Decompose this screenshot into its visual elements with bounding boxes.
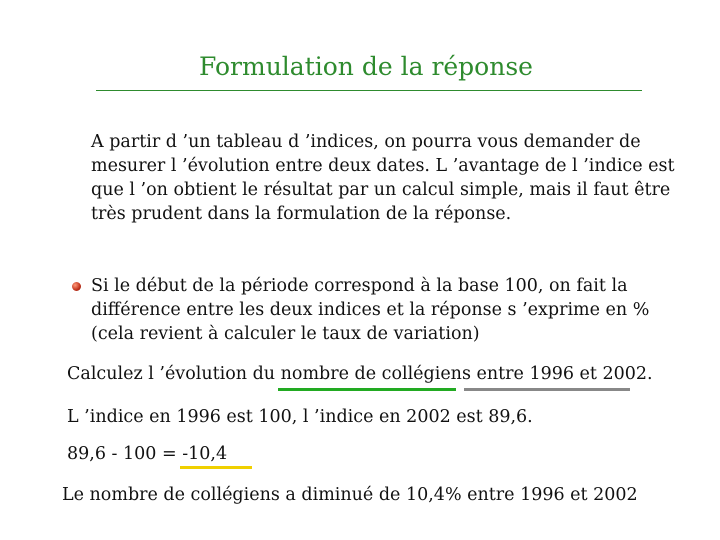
slide-title: Formulation de la réponse xyxy=(199,52,533,81)
highlight-underline-yellow xyxy=(180,466,252,469)
calculation-line: 89,6 - 100 = -10,4 xyxy=(67,444,228,464)
intro-paragraph xyxy=(91,130,675,226)
indices-line: L ’indice en 1996 est 100, l ’indice en 2002 est 89,6. xyxy=(67,407,533,427)
question-line: Calculez l ’évolution du nombre de collégiens entre 1996 et 2002. xyxy=(67,364,653,384)
highlight-underline-green xyxy=(278,388,456,391)
bullet-line: Si le début de la période correspond à la base 100, on fait la xyxy=(91,276,628,296)
bullet-line: différence entre les deux indices et la réponse s ’exprime en % xyxy=(91,300,650,320)
bullet-line: (cela revient à calculer le taux de variation) xyxy=(91,324,480,344)
intro-line: A partir d ’un tableau d ’indices, on pourra vous demander de xyxy=(91,132,641,152)
bullet-paragraph xyxy=(91,274,649,346)
highlight-underline-gray xyxy=(464,388,630,391)
conclusion-line: Le nombre de collégiens a diminué de 10,4% entre 1996 et 2002 xyxy=(62,485,638,505)
intro-line: que l ’on obtient le résultat par un calcul simple, mais il faut être xyxy=(91,180,671,200)
title-underline-rule xyxy=(96,90,642,91)
intro-line: mesurer l ’évolution entre deux dates. L ’avantage de l ’indice est xyxy=(91,156,675,176)
bullet-dot-icon xyxy=(72,282,81,291)
intro-line: très prudent dans la formulation de la réponse. xyxy=(91,204,512,224)
